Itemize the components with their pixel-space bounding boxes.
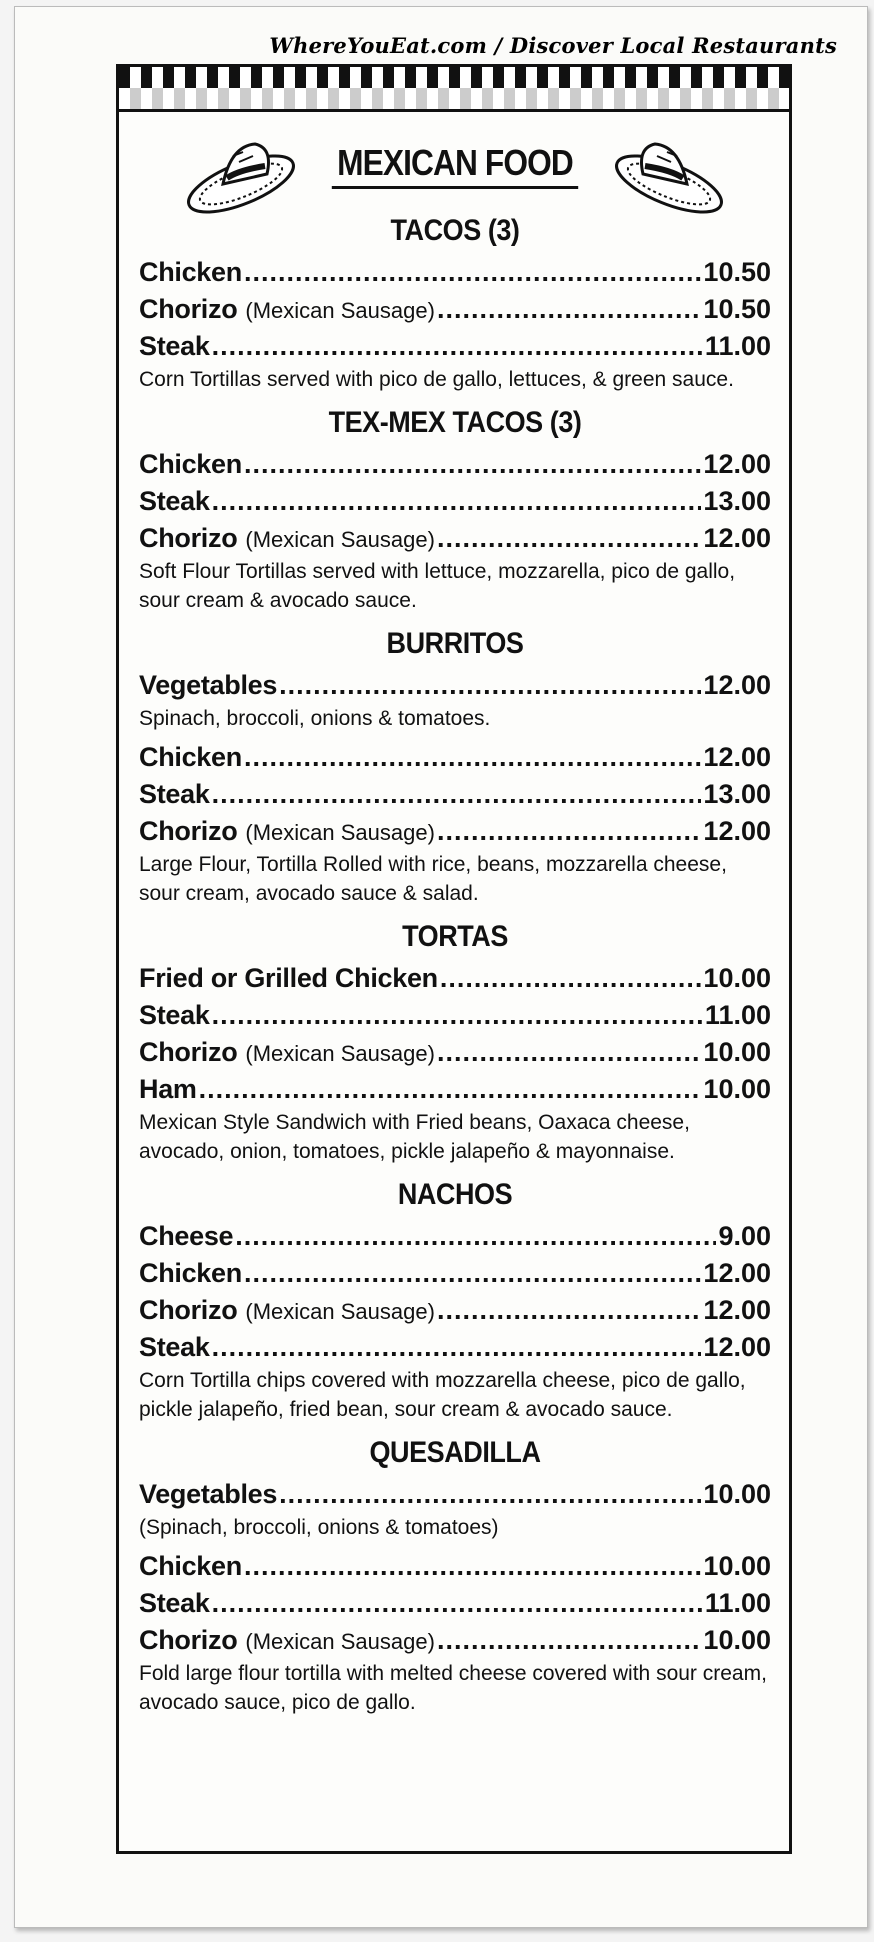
item-name: Chorizo <box>139 816 238 846</box>
item-note: (Mexican Sausage) <box>245 298 435 323</box>
dot-leader <box>437 1292 701 1329</box>
item-name: Chorizo <box>139 1037 238 1067</box>
section-description: Fold large flour tortilla with melted cheese covered with sour cream, avocado sauce, pico de gallo. <box>139 1662 767 1714</box>
menu-item <box>139 1071 771 1108</box>
item-price: 10.00 <box>703 1625 771 1655</box>
item-name: Cheese <box>139 1221 234 1251</box>
dot-leader <box>212 997 703 1034</box>
menu-item <box>139 1255 771 1292</box>
item-price: 12.00 <box>703 1258 771 1288</box>
menu-item <box>139 1476 771 1513</box>
menu-item <box>139 813 771 850</box>
menu-item <box>139 739 771 776</box>
dot-leader <box>244 739 701 776</box>
item-price: 13.00 <box>703 779 771 809</box>
item-price: 10.00 <box>703 1551 771 1581</box>
menu-item <box>139 328 771 365</box>
dot-leader <box>437 1034 701 1071</box>
dot-leader <box>199 1071 702 1108</box>
section-title: TEX-MEX TACOS (3) <box>328 406 582 439</box>
item-name: Chicken <box>139 1551 242 1581</box>
section-title: BURRITOS <box>386 627 524 660</box>
menu-item <box>139 1292 771 1329</box>
title-row <box>139 112 771 202</box>
item-price: 10.50 <box>703 294 771 324</box>
menu-item <box>139 776 771 813</box>
menu-section <box>139 404 771 615</box>
dot-leader <box>437 291 701 328</box>
item-name: Steak <box>139 1588 210 1618</box>
item-name: Chicken <box>139 742 242 772</box>
checkered-border <box>119 67 789 112</box>
menu-page <box>14 6 868 1928</box>
watermark: WhereYouEat.com / Discover Local Restaurants <box>269 33 837 58</box>
menu-section <box>139 1176 771 1424</box>
menu-item <box>139 997 771 1034</box>
dot-leader <box>244 1548 701 1585</box>
dot-leader <box>279 667 701 704</box>
dot-leader <box>437 520 701 557</box>
menu-content <box>119 112 789 1717</box>
item-price: 10.50 <box>703 257 771 287</box>
item-price: 12.00 <box>703 816 771 846</box>
item-price: 12.00 <box>703 742 771 772</box>
menu-item <box>139 1034 771 1071</box>
item-note: (Mexican Sausage) <box>245 1041 435 1066</box>
item-name: Ham <box>139 1074 197 1104</box>
dot-leader <box>440 960 702 997</box>
item-note: (Mexican Sausage) <box>245 1299 435 1324</box>
menu-section <box>139 918 771 1166</box>
item-name: Steak <box>139 1000 210 1030</box>
menu-item <box>139 1585 771 1622</box>
item-price: 12.00 <box>703 449 771 479</box>
item-note: (Mexican Sausage) <box>245 1629 435 1654</box>
item-price: 10.00 <box>703 963 771 993</box>
item-name: Chorizo <box>139 1625 238 1655</box>
item-price: 12.00 <box>703 523 771 553</box>
menu-title: MEXICAN FOOD <box>332 142 578 189</box>
item-name: Steak <box>139 779 210 809</box>
dot-leader <box>212 776 702 813</box>
item-subdescription: (Spinach, broccoli, onions & tomatoes) <box>139 1516 499 1539</box>
item-name: Steak <box>139 331 210 361</box>
section-description: Corn Tortilla chips covered with mozzarella cheese, pico de gallo, pickle jalapeño, fried bean, sour cream & avocado sauce. <box>139 1369 746 1421</box>
menu-item <box>139 254 771 291</box>
dot-leader <box>212 483 702 520</box>
dot-leader <box>212 1329 702 1366</box>
section-description: Mexican Style Sandwich with Fried beans, Oaxaca cheese, avocado, onion, tomatoes, pickle jalapeño & mayonnaise. <box>139 1111 690 1163</box>
menu-item <box>139 520 771 557</box>
item-name: Chicken <box>139 1258 242 1288</box>
item-price: 10.00 <box>703 1037 771 1067</box>
item-name: Chorizo <box>139 523 238 553</box>
section-title: NACHOS <box>397 1178 513 1211</box>
section-title: QUESADILLA <box>369 1436 541 1469</box>
item-price: 12.00 <box>703 1295 771 1325</box>
item-price: 10.00 <box>703 1074 771 1104</box>
menu-section <box>139 212 771 394</box>
section-description: Corn Tortillas served with pico de gallo, lettuces, & green sauce. <box>139 368 734 391</box>
item-note: (Mexican Sausage) <box>245 820 435 845</box>
dot-leader <box>244 446 701 483</box>
dot-leader <box>244 1255 701 1292</box>
item-price: 9.00 <box>718 1221 771 1251</box>
menu-item <box>139 1548 771 1585</box>
menu-item <box>139 960 771 997</box>
item-name: Chorizo <box>139 294 238 324</box>
menu-item <box>139 1218 771 1255</box>
item-price: 11.00 <box>704 1000 771 1030</box>
sombrero-icon <box>607 126 727 216</box>
item-name: Chicken <box>139 449 242 479</box>
menu-sections <box>139 212 771 1717</box>
dot-leader <box>212 1585 703 1622</box>
dot-leader <box>437 1622 701 1659</box>
item-name: Vegetables <box>139 670 278 700</box>
item-note: (Mexican Sausage) <box>245 527 435 552</box>
section-title: TORTAS <box>402 920 508 953</box>
dot-leader <box>212 328 703 365</box>
menu-item <box>139 446 771 483</box>
dot-leader <box>235 1218 716 1255</box>
item-subdescription: Spinach, broccoli, onions & tomatoes. <box>139 707 491 730</box>
item-name: Steak <box>139 486 210 516</box>
dot-leader <box>437 813 701 850</box>
item-price: 12.00 <box>703 1332 771 1362</box>
dot-leader <box>279 1476 701 1513</box>
menu-item <box>139 483 771 520</box>
item-name: Chorizo <box>139 1295 238 1325</box>
menu-item <box>139 667 771 704</box>
menu-frame <box>116 64 792 1854</box>
menu-item <box>139 1329 771 1366</box>
item-price: 10.00 <box>703 1479 771 1509</box>
menu-section <box>139 1434 771 1717</box>
item-name: Steak <box>139 1332 210 1362</box>
item-price: 11.00 <box>704 331 771 361</box>
item-name: Chicken <box>139 257 242 287</box>
item-price: 11.00 <box>704 1588 771 1618</box>
item-price: 13.00 <box>703 486 771 516</box>
section-description: Soft Flour Tortillas served with lettuce, mozzarella, pico de gallo, sour cream & avocado sauce. <box>139 560 736 612</box>
menu-item <box>139 1622 771 1659</box>
item-name: Vegetables <box>139 1479 278 1509</box>
menu-section <box>139 625 771 908</box>
dot-leader <box>244 254 701 291</box>
sombrero-icon <box>183 126 303 216</box>
section-description: Large Flour, Tortilla Rolled with rice, beans, mozzarella cheese, sour cream, avocado sauce & salad. <box>139 853 727 905</box>
section-title: TACOS (3) <box>390 214 520 247</box>
item-price: 12.00 <box>703 670 771 700</box>
item-name: Fried or Grilled Chicken <box>139 963 438 993</box>
menu-item <box>139 291 771 328</box>
